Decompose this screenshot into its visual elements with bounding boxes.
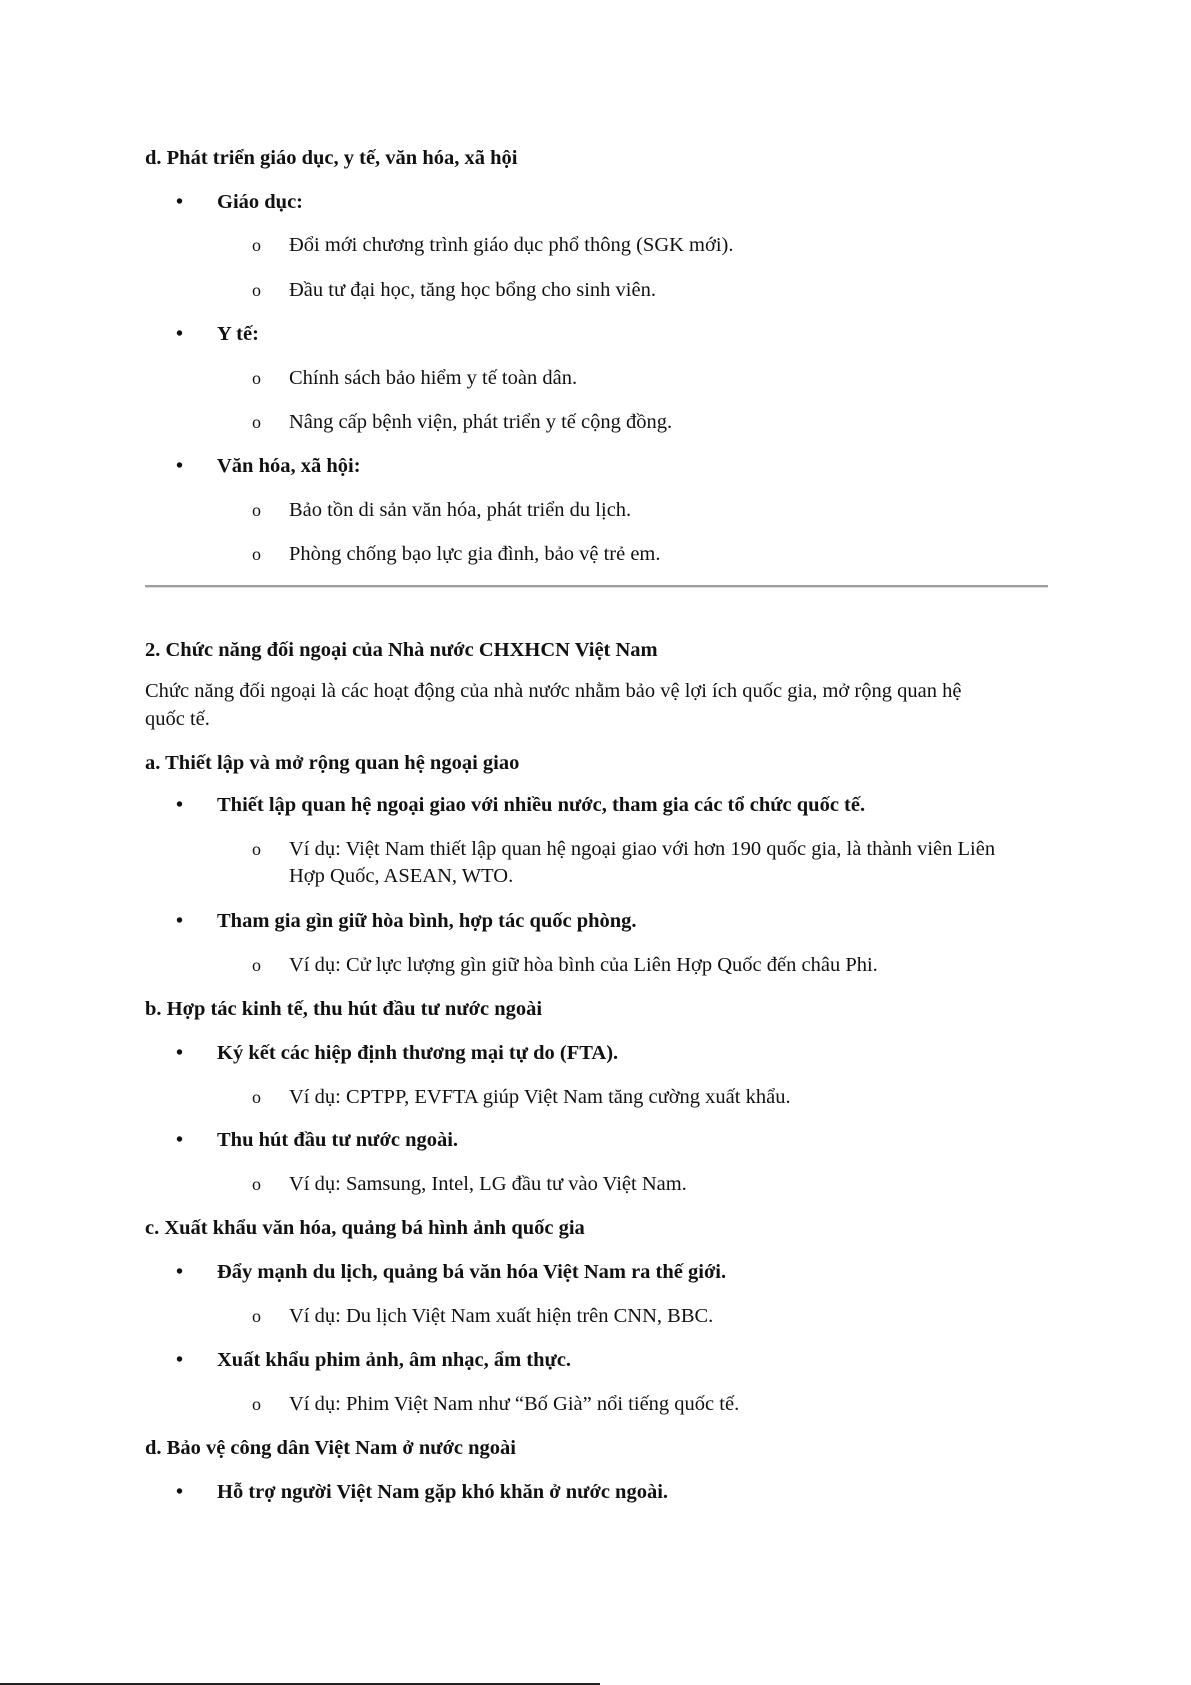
bullet-marker: • (176, 191, 184, 213)
sub-bullet-marker: o (252, 500, 261, 520)
intro-paragraph-line-1: Chức năng đối ngoại là các hoạt động của nhà nước nhằm bảo vệ lợi ích quốc gia, mở rộng quan hệ (145, 680, 962, 702)
list-item-continuation: Hợp Quốc, ASEAN, WTO. (289, 865, 514, 887)
subsection-a-heading: a. Thiết lập và mở rộng quan hệ ngoại giao (145, 752, 520, 774)
list-item: Ví dụ: Samsung, Intel, LG đầu tư vào Việt Nam. (289, 1173, 687, 1195)
bullet-marker: • (176, 323, 184, 345)
list-item-title: Thu hút đầu tư nước ngoài. (217, 1129, 459, 1151)
section-2-heading: 2. Chức năng đối ngoại của Nhà nước CHXHCN Việt Nam (145, 639, 658, 661)
sub-bullet-marker: o (252, 1087, 261, 1107)
list-item: Chính sách bảo hiểm y tế toàn dân. (289, 367, 578, 389)
list-item: Ví dụ: Du lịch Việt Nam xuất hiện trên CNN, BBC. (289, 1305, 714, 1327)
list-item: Đầu tư đại học, tăng học bổng cho sinh viên. (289, 279, 656, 301)
list-item: Phòng chống bạo lực gia đình, bảo vệ trẻ em. (289, 543, 661, 565)
list-item-title: Văn hóa, xã hội: (217, 455, 361, 477)
list-item: Nâng cấp bệnh viện, phát triển y tế cộng đồng. (289, 411, 673, 433)
bullet-marker: • (176, 1261, 184, 1283)
sub-bullet-marker: o (252, 1306, 261, 1326)
list-item-title: Xuất khẩu phim ảnh, âm nhạc, ẩm thực. (217, 1349, 572, 1371)
sub-bullet-marker: o (252, 412, 261, 432)
subsection-d-heading: d. Bảo vệ công dân Việt Nam ở nước ngoài (145, 1437, 517, 1459)
bullet-marker: • (176, 1481, 184, 1503)
bullet-marker: • (176, 794, 184, 816)
sub-bullet-marker: o (252, 1394, 261, 1414)
sub-bullet-marker: o (252, 955, 261, 975)
list-item-title: Hỗ trợ người Việt Nam gặp khó khăn ở nước ngoài. (217, 1481, 669, 1503)
list-item: Ví dụ: Việt Nam thiết lập quan hệ ngoại giao với hơn 190 quốc gia, là thành viên Liên (289, 838, 996, 860)
subsection-c-heading: c. Xuất khẩu văn hóa, quảng bá hình ảnh quốc gia (145, 1217, 585, 1239)
list-item-title: Ký kết các hiệp định thương mại tự do (FTA). (217, 1042, 619, 1064)
horizontal-divider (145, 585, 1048, 588)
subsection-b-heading: b. Hợp tác kinh tế, thu hút đầu tư nước ngoài (145, 998, 543, 1020)
bullet-marker: • (176, 1129, 184, 1151)
bullet-marker: • (176, 455, 184, 477)
bullet-marker: • (176, 910, 184, 932)
list-item: Đổi mới chương trình giáo dục phổ thông (SGK mới). (289, 234, 734, 256)
list-item-title: Tham gia gìn giữ hòa bình, hợp tác quốc phòng. (217, 910, 637, 932)
bullet-marker: • (176, 1349, 184, 1371)
list-item-title: Đẩy mạnh du lịch, quảng bá văn hóa Việt Nam ra thế giới. (217, 1261, 727, 1283)
sub-bullet-marker: o (252, 368, 261, 388)
sub-bullet-marker: o (252, 1174, 261, 1194)
intro-paragraph-line-2: quốc tế. (145, 708, 210, 730)
sub-bullet-marker: o (252, 235, 261, 255)
sub-bullet-marker: o (252, 280, 261, 300)
list-item-title: Giáo dục: (217, 191, 303, 213)
list-item-title: Thiết lập quan hệ ngoại giao với nhiều nước, tham gia các tổ chức quốc tế. (217, 794, 866, 816)
section-d-heading: d. Phát triển giáo dục, y tế, văn hóa, xã hội (145, 147, 518, 169)
list-item: Ví dụ: Cử lực lượng gìn giữ hòa bình của Liên Hợp Quốc đến châu Phi. (289, 954, 878, 976)
bullet-marker: • (176, 1042, 184, 1064)
list-item: Ví dụ: Phim Việt Nam như “Bố Già” nổi tiếng quốc tế. (289, 1393, 740, 1415)
list-item-title: Y tế: (217, 323, 259, 345)
list-item: Bảo tồn di sản văn hóa, phát triển du lịch. (289, 499, 632, 521)
list-item: Ví dụ: CPTPP, EVFTA giúp Việt Nam tăng cường xuất khẩu. (289, 1086, 791, 1108)
sub-bullet-marker: o (252, 544, 261, 564)
sub-bullet-marker: o (252, 839, 261, 859)
